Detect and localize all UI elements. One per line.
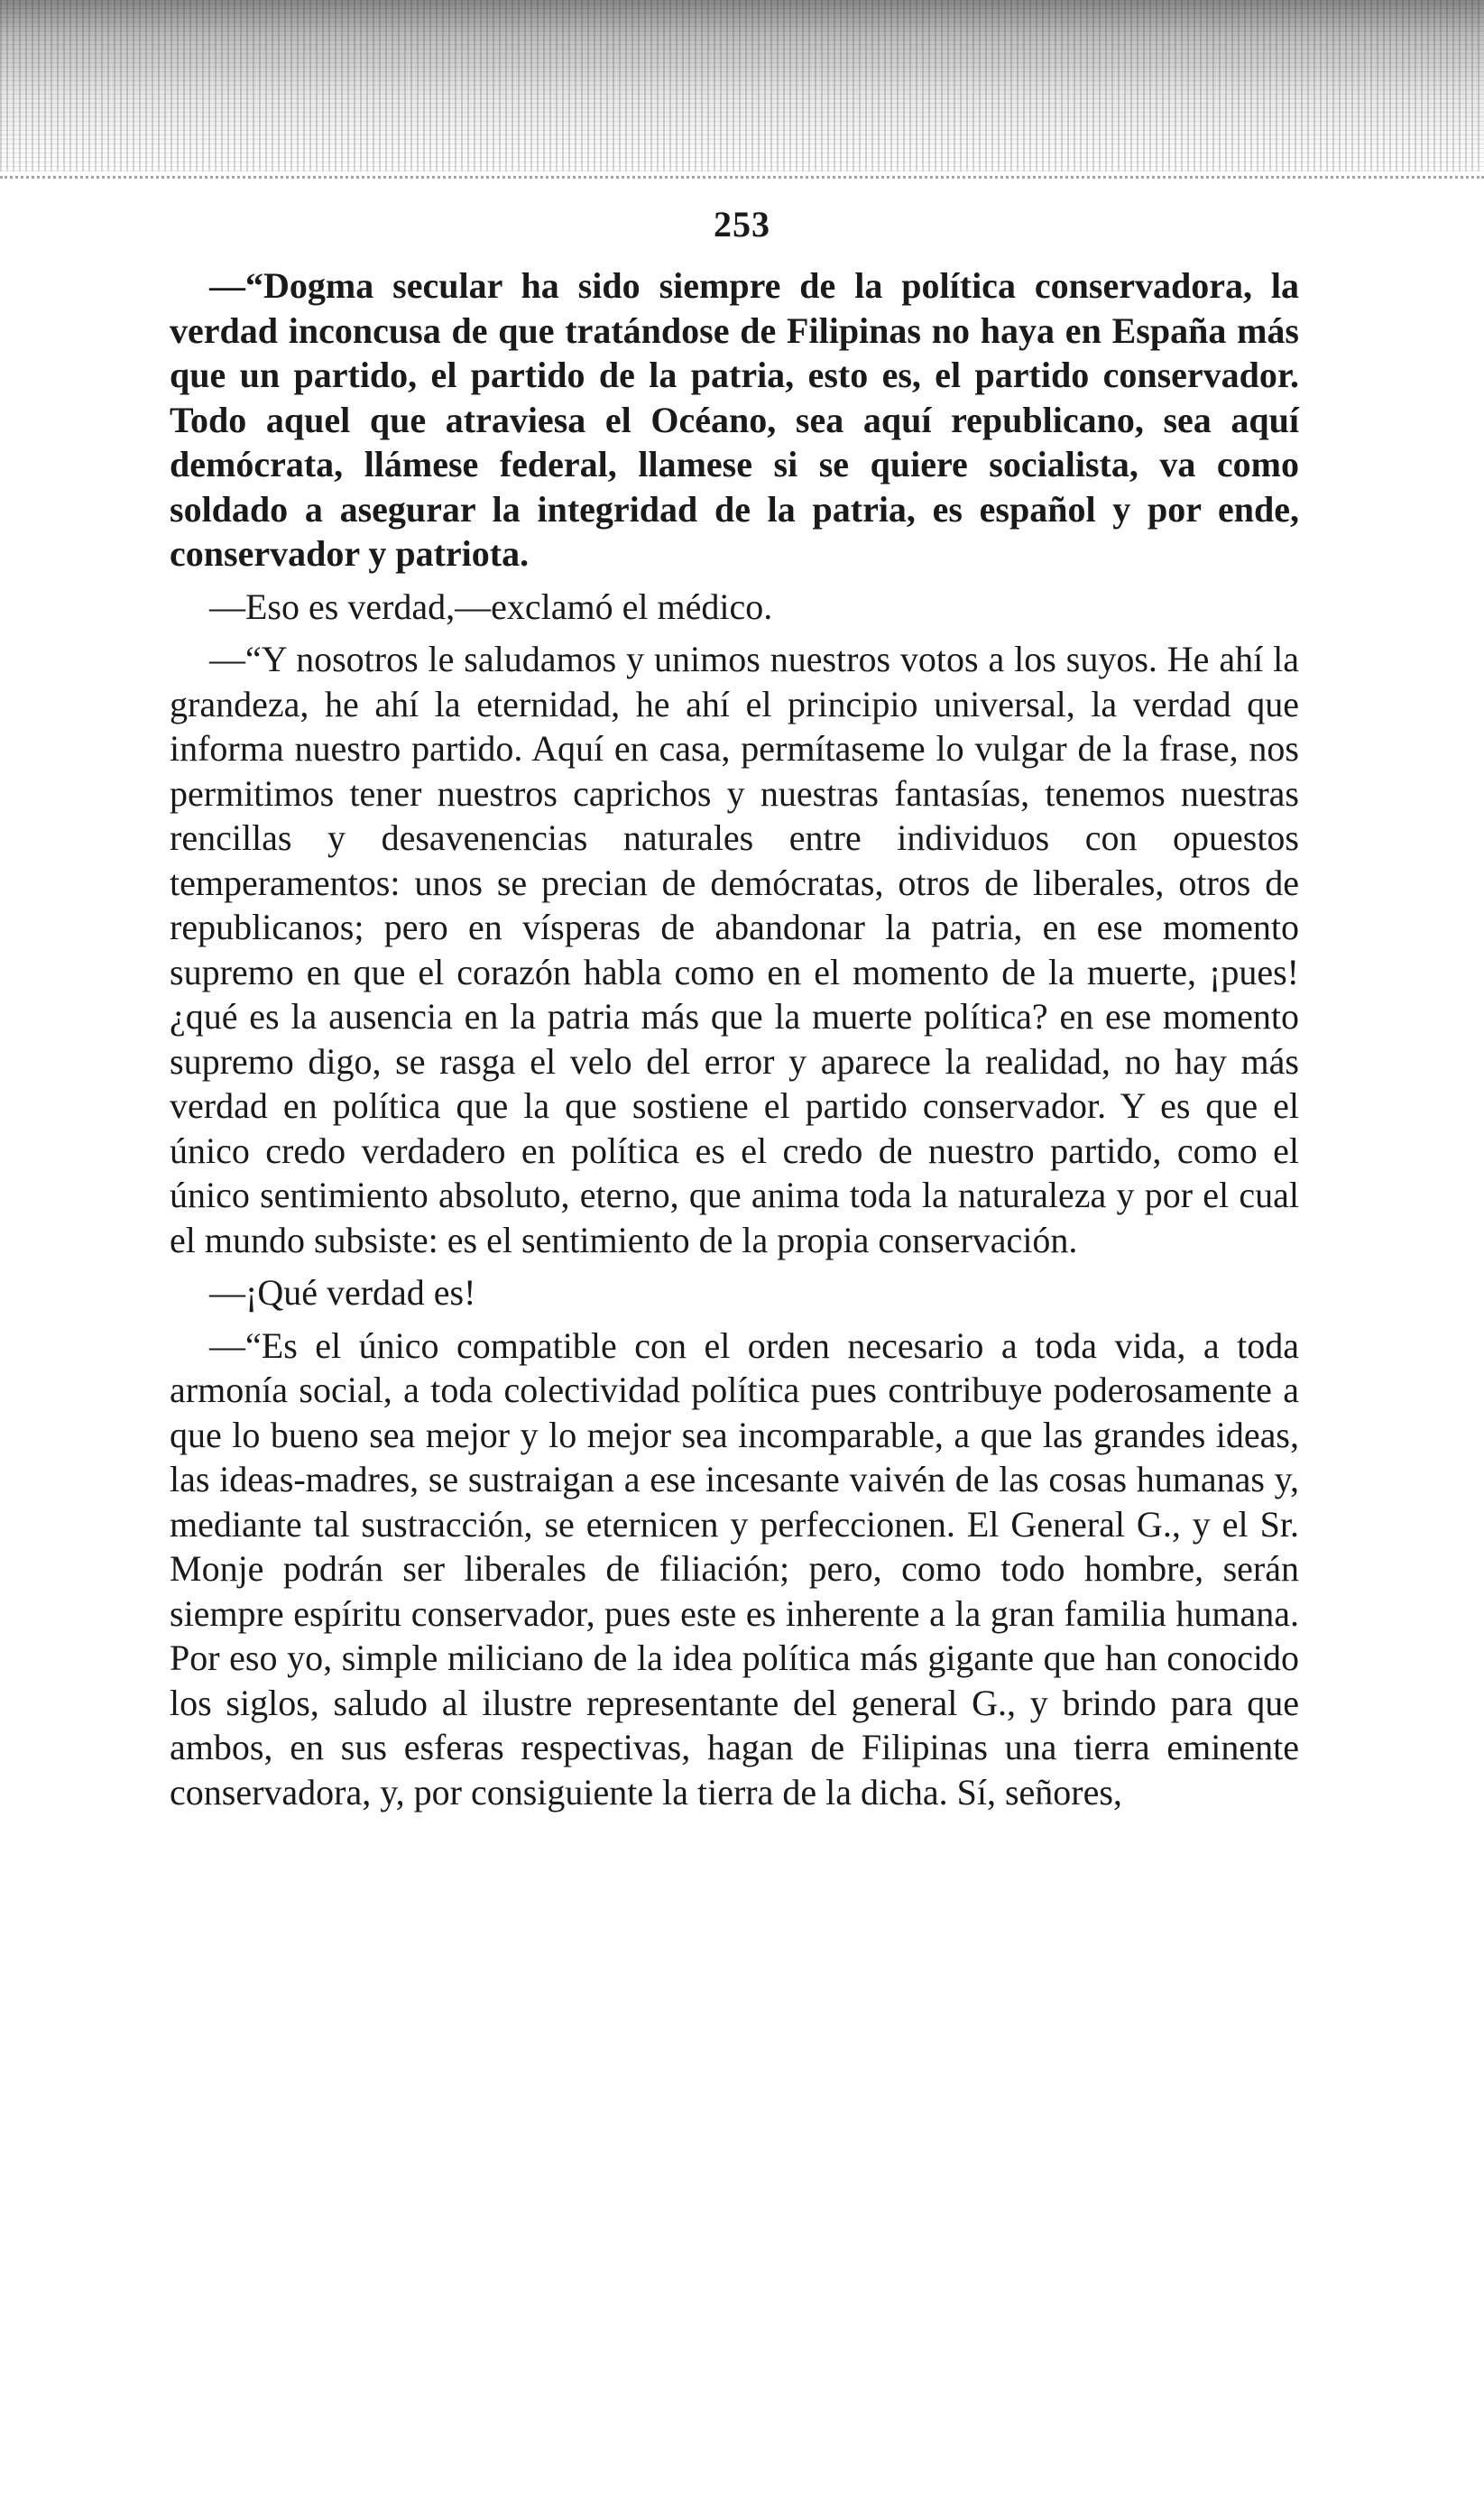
paragraph-1: —“Dogma secular ha sido siempre de la política conservadora, la verdad inconcusa de que tratándose de Filipinas no haya en España más que un partido, el partido de la patria, esto es, el partido conservador. Todo aquel que atraviesa el Océano, sea aquí republicano, sea aquí demócrata, llámese federal, llamese si se quiere socialista, va como soldado a asegurar la integridad de la patria, es español y por ende, conservador y patriota. bbox=[170, 265, 1299, 574]
paragraph-3: —“Y nosotros le saludamos y unimos nuestros votos a los suyos. He ahí la grandeza, he ahí la eternidad, he ahí el principio universal, la verdad que informa nuestro partido. Aquí en casa, permítaseme lo vulgar de la frase, nos permitimos tener nuestros caprichos y nuestras fantasías, tenemos nuestras rencillas y desavenencias naturales entre individuos con opuestos temperamentos: unos se precian de demócratas, otros de liberales, otros de republicanos; pero en vísperas de abandonar la patria, en ese momento supremo en que el corazón habla como en el momento de la muerte, ¡pues! ¿qué es la ausencia en la patria más que la muerte política? en ese momento supremo digo, se rasga el velo del error y aparece la realidad, no hay más verdad en política que la que sostiene el partido conservador. Y es que el único credo verdadero en política es el credo de nuestro partido, como el único sentimiento absoluto, eterno, que anima toda la naturaleza y por el cual el mundo subsiste: es el sentimiento de la propia conservación. bbox=[170, 639, 1299, 1260]
header-dotted-rule bbox=[0, 176, 1484, 179]
paragraph-5: —“Es el único compatible con el orden necesario a toda vida, a toda armonía social, a toda colectividad política pues contribuye poderosamente a que lo bueno sea mejor y lo mejor sea incomparable, a que las grandes ideas, las ideas-madres, se sustraigan a ese incesante vaivén de las cosas humanas y, mediante tal sustracción, se eternicen y perfeccionen. El General G., y el Sr. Monje podrán ser liberales de filiación; pero, como todo hombre, serán siempre espíritu conservador, pues este es inherente a la gran familia humana. Por eso yo, simple miliciano de la idea política más gigante que han conocido los siglos, saludo al ilustre representante del general G., y brindo para que ambos, en sus esferas respectivas, hagan de Filipinas una tierra eminente conservadora, y, por consiguiente la tierra de la dicha. Sí, señores, bbox=[170, 1324, 1299, 1813]
page-text bbox=[170, 263, 1299, 1814]
paragraph-2: —Eso es verdad,—exclamó el médico. bbox=[209, 586, 773, 627]
paragraph-4: —¡Qué verdad es! bbox=[209, 1272, 476, 1313]
scan-noise-band bbox=[0, 0, 1484, 171]
page-number: 253 bbox=[714, 204, 770, 244]
